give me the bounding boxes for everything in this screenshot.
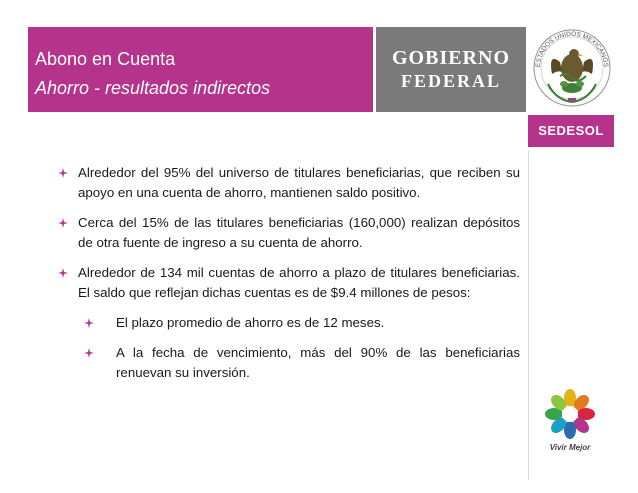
vivir-mejor-label: Vivir Mejor	[549, 443, 591, 452]
gobierno-federal-logo	[376, 27, 526, 112]
bullet-list	[58, 163, 520, 393]
bullet-item	[58, 213, 520, 253]
bullet-text: Alrededor de 134 mil cuentas de ahorro a plazo de titulares beneficiarias. El saldo que reflejan dichas cuentas es de $9.4 millones de pesos:	[78, 265, 520, 300]
federal-label: FEDERAL	[400, 71, 501, 91]
sedesol-label: SEDESOL	[538, 123, 604, 138]
diamond-bullet-icon	[58, 218, 68, 228]
bullet-item	[58, 163, 520, 203]
vivir-mejor-logo	[538, 385, 602, 465]
diamond-bullet-icon	[84, 348, 94, 358]
seal-ring-text: ESTADOS UNIDOS MEXICANOS	[534, 30, 610, 68]
sub-bullet-text: El plazo promedio de ahorro es de 12 meses.	[116, 315, 385, 330]
title-bar	[28, 27, 373, 112]
bullet-text: Alrededor del 95% del universo de titulares beneficiarias, que reciben su apoyo en una cuenta de ahorro, mantienen saldo positivo.	[78, 165, 520, 200]
bullet-item	[58, 263, 520, 303]
sub-bullet-item	[84, 343, 520, 383]
bullet-text: Cerca del 15% de las titulares beneficiarias (160,000) realizan depósitos de otra fuente de ingreso a su cuenta de ahorro.	[78, 215, 520, 250]
slide-title: Abono en Cuenta	[35, 49, 176, 69]
gobierno-label: GOBIERNO	[391, 47, 511, 69]
diamond-bullet-icon	[58, 268, 68, 278]
sub-bullet-text: A la fecha de vencimiento, más del 90% de las beneficiarias renuevan su inversión.	[116, 345, 520, 380]
vivir-mejor-flower-icon	[538, 385, 602, 443]
diamond-bullet-icon	[58, 168, 68, 178]
right-divider	[528, 150, 529, 480]
sedesol-logo	[528, 115, 614, 147]
mexican-coat-of-arms-icon	[530, 24, 614, 112]
sub-bullet-item	[84, 313, 520, 333]
slide-subtitle: Ahorro - resultados indirectos	[35, 78, 271, 98]
diamond-bullet-icon	[84, 318, 94, 328]
